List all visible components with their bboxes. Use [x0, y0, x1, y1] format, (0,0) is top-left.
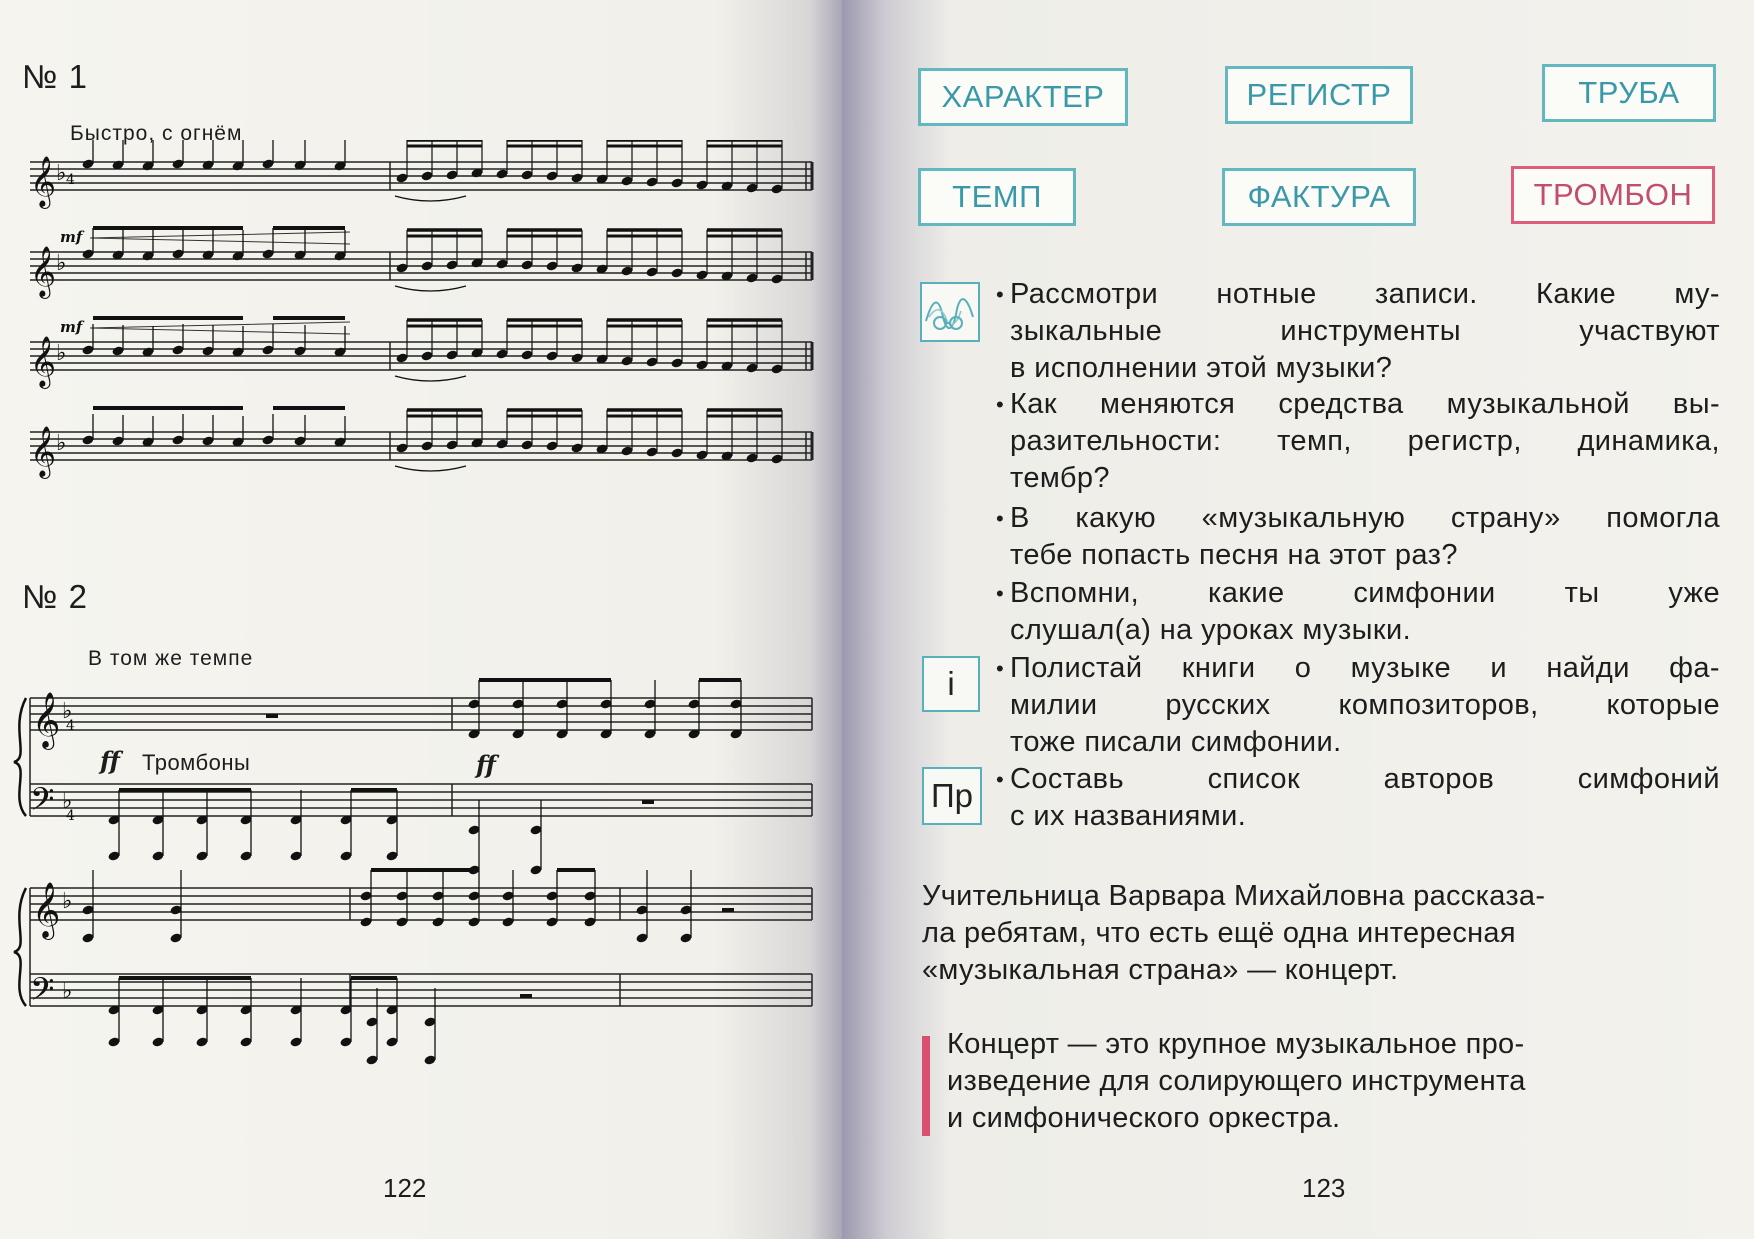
definition-line-3: и симфонического оркестра. [947, 1102, 1341, 1134]
term-register: РЕГИСТР [1225, 66, 1413, 124]
whole-rest [266, 714, 278, 718]
question-line-7: • В какую «музыкальную страну» помогла [996, 502, 1720, 534]
question-line-13: тоже писали симфонии. [1010, 726, 1342, 758]
question-line-15: с их названиями. [1010, 800, 1247, 832]
paragraph-line-1: Учительница Варвара Михайловна рассказа- [922, 880, 1546, 912]
exercise-2-score [0, 670, 842, 1090]
listening-music-icon [920, 282, 980, 342]
treble-clef: 𝄞 [30, 426, 57, 477]
flat-sign: ♭ [62, 889, 73, 914]
bass-clef: 𝄢 [30, 971, 55, 1015]
question-line-2: зыкальные инструменты участвуют [1010, 315, 1720, 347]
exercise-1-tempo: Быстро, с огнём [70, 122, 243, 145]
term-texture: ФАКТУРА [1222, 168, 1416, 226]
whole-rest [642, 800, 654, 804]
time-signature: 4 [66, 718, 75, 734]
crescendo-hairpin [90, 322, 350, 334]
term-trombone: ТРОМБОН [1511, 166, 1715, 224]
question-line-8: тебе попасть песня на этот раз? [1010, 539, 1458, 571]
dynamic-ff-2: ff [476, 750, 496, 779]
dynamic-mark: mf [60, 228, 83, 246]
question-line-10: слушал(а) на уроках музыки. [1010, 614, 1412, 646]
question-line-14: • Составь список авторов симфоний [996, 763, 1720, 795]
flat-sign: ♭ [62, 699, 73, 724]
flat-sign: ♭ [62, 979, 73, 1004]
treble-clef: 𝄞 [32, 882, 61, 938]
info-icon: i [922, 656, 980, 712]
paragraph-line-2: ла ребятам, что есть ещё одна интересная [922, 917, 1516, 949]
exercise-2-number: № 2 [22, 578, 88, 615]
dynamic-mark: mf [60, 318, 83, 336]
tie-slur [395, 286, 466, 291]
page-number-right: 123 [1302, 1173, 1346, 1203]
flat-sign: ♭ [56, 161, 67, 186]
question-line-9: • Вспомни, какие симфонии ты уже [996, 577, 1720, 609]
question-line-6: тембр? [1010, 462, 1110, 494]
question-line-11: • Полистай книги о музыке и найди фа- [996, 652, 1720, 684]
question-line-5: разительности: темп, регистр, динамика, [1010, 425, 1720, 457]
grand-staff-brace [14, 698, 26, 816]
treble-clef: 𝄞 [30, 336, 57, 387]
exercise-2-tempo: В том же темпе [88, 647, 254, 670]
definition-block [947, 1026, 1717, 1137]
question-line-1: • Рассмотри нотные записи. Какие му- [996, 278, 1720, 310]
flat-sign: ♭ [62, 789, 73, 814]
flat-sign: ♭ [56, 251, 67, 276]
project-icon: Пр [922, 767, 982, 825]
question-line-4: • Как меняются средства музыкальной вы- [996, 388, 1720, 420]
instrument-label: Тромбоны [142, 750, 251, 775]
definition-accent-bar [922, 1036, 930, 1136]
treble-clef: 𝄞 [30, 246, 57, 297]
exercise-1-number: № 1 [22, 58, 88, 95]
tie-slur [395, 376, 466, 381]
flat-sign: ♭ [56, 431, 67, 456]
exercise-1-score [0, 140, 842, 530]
question-line-3: в исполнении этой музыки? [1010, 352, 1393, 384]
definition-line-2: изведение для солирующего инструмента [947, 1065, 1526, 1097]
term-trumpet: ТРУБА [1542, 64, 1716, 122]
tie-slur [395, 196, 466, 201]
crescendo-hairpin [90, 232, 350, 244]
grand-staff-brace [14, 888, 26, 1006]
tie-slur [395, 466, 466, 471]
paragraph-line-3: «музыкальная страна» — концерт. [922, 954, 1399, 986]
time-signature: 4 [66, 172, 75, 188]
whole-rest [722, 908, 734, 912]
term-character: ХАРАКТЕР [918, 68, 1128, 126]
bass-clef: 𝄢 [30, 781, 55, 825]
whole-rest [520, 994, 532, 998]
time-signature: 4 [66, 808, 75, 824]
definition-line-1: Концерт — это крупное музыкальное про- [947, 1028, 1525, 1060]
page-number-left: 122 [383, 1173, 427, 1203]
treble-clef: 𝄞 [30, 156, 57, 207]
question-line-12: милии русских композиторов, которые [1010, 689, 1720, 721]
term-tempo: ТЕМП [918, 168, 1076, 226]
flat-sign: ♭ [56, 341, 67, 366]
left-page [0, 0, 842, 1239]
dynamic-ff-1: ff [100, 746, 120, 775]
treble-clef: 𝄞 [32, 692, 61, 748]
